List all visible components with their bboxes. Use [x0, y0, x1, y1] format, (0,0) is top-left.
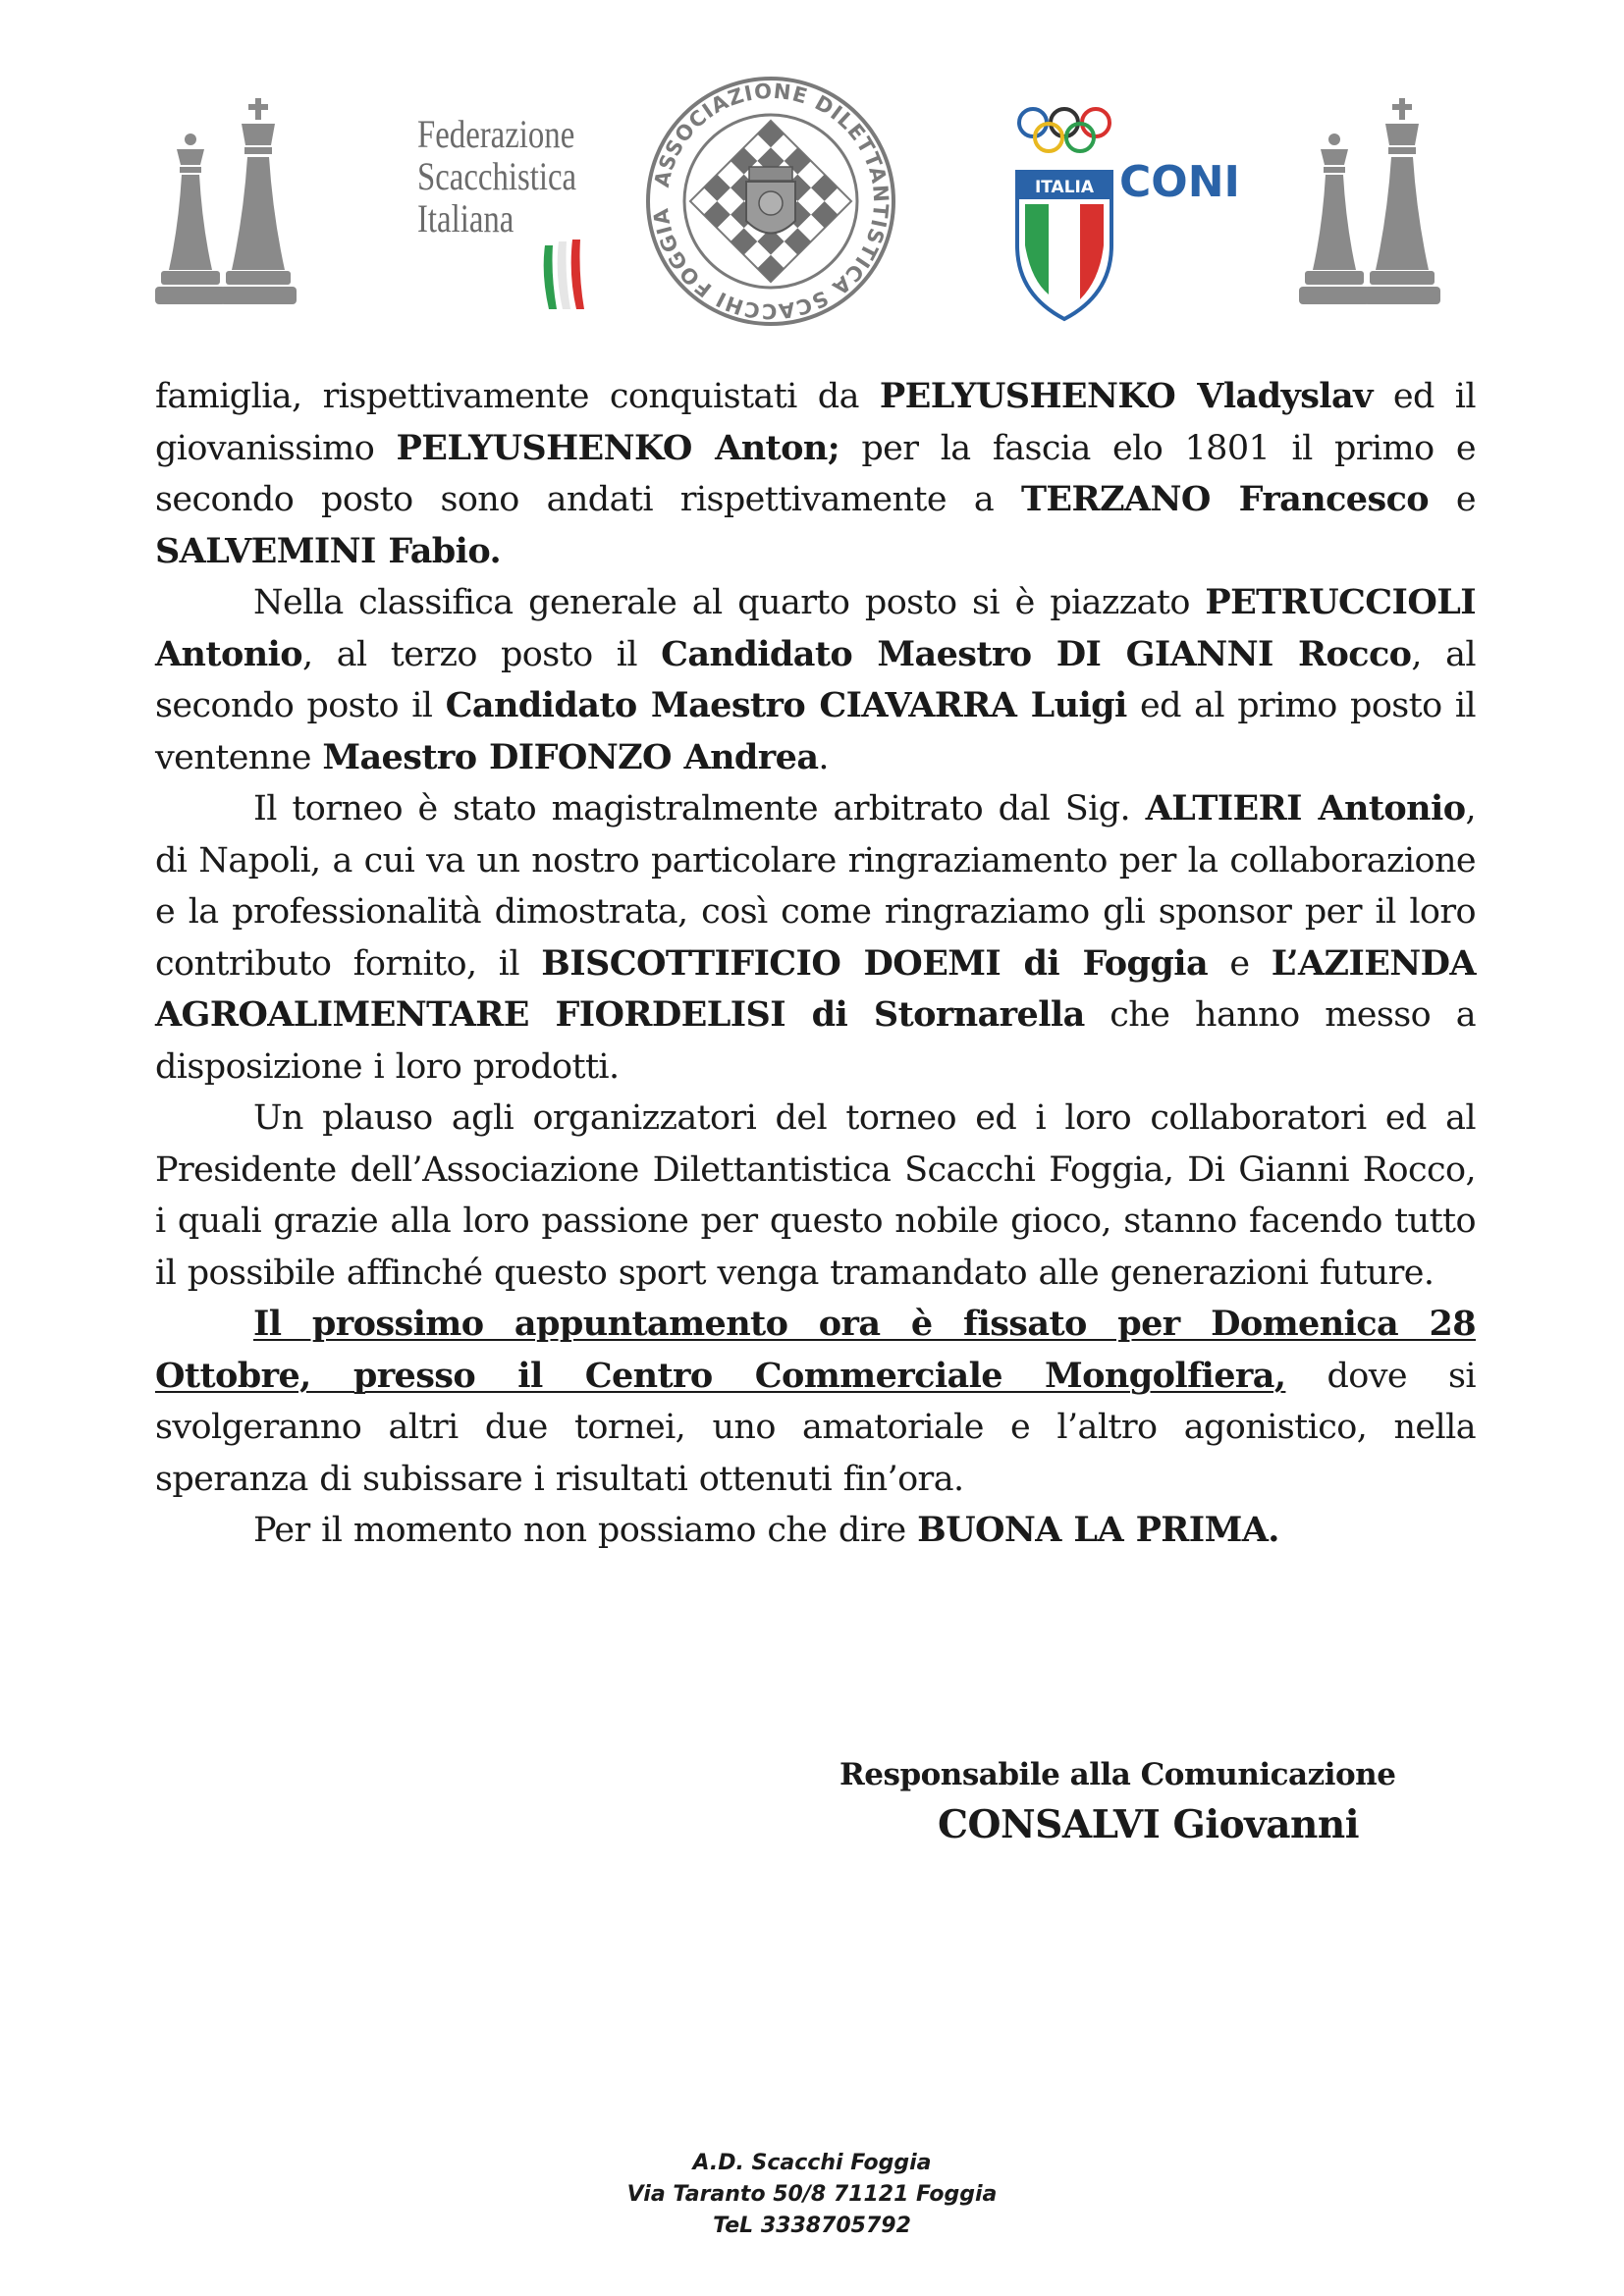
text-run: Nella classifica generale al quarto posto si è piazzato: [253, 583, 1206, 622]
text-run: dove si svolgeranno altri due tornei, uno amatoriale e l’altro agonistico, nella speranza di subissare i risultati ottenuti fin’ora.: [155, 1356, 1476, 1499]
bold-text: ALTIERI Antonio: [1145, 788, 1466, 828]
chess-pieces-left-icon: [147, 88, 304, 324]
chess-pieces-right-icon: [1291, 88, 1448, 324]
association-seal-logo: [643, 74, 898, 329]
text-run: Per il momento non possiamo che dire: [253, 1511, 918, 1550]
footer-line: TeL 3338705792: [713, 2214, 911, 2238]
fsi-logo-line: Federazione: [417, 112, 575, 156]
coni-label: CONI: [1119, 157, 1240, 207]
paragraph: [155, 1505, 1476, 1557]
text-run: , di Napoli, a cui va un nostro particolare ringraziamento per la collaborazione e la professionalità dimostrata, così come ringraziamo gli sponsor per il loro contributo fornito, il: [155, 789, 1476, 984]
signature-name: CONSALVI Giovanni: [938, 1802, 1360, 1847]
bold-text: Maestro DIFONZO Andrea: [322, 736, 819, 777]
paragraph: [155, 1093, 1476, 1299]
text-run: e: [1429, 480, 1477, 519]
text-run: ed il giovanissimo: [155, 377, 1476, 468]
text-run: , al terzo posto il: [302, 634, 662, 674]
text-run: ed al primo posto il ventenne: [155, 686, 1477, 777]
paragraph: [155, 1299, 1476, 1505]
bold-text: Candidato Maestro CIAVARRA Luigi: [445, 685, 1127, 725]
text-run: Il torneo è stato magistralmente arbitrato dal Sig.: [253, 789, 1146, 828]
text-run: famiglia, rispettivamente conquistati da: [155, 377, 880, 416]
text-run: per la fascia elo 1801 il primo e secondo posto sono andati rispettivamente a: [155, 428, 1476, 519]
bold-text: Candidato Maestro DI GIANNI Rocco: [661, 633, 1412, 674]
bold-text: SALVEMINI Fabio.: [155, 530, 502, 571]
fsi-logo-line: Scacchistica: [417, 154, 577, 198]
letter-body: [155, 371, 1476, 1557]
fsi-logo-line: Italiana: [417, 196, 514, 240]
underlined-text: Il prossimo appuntamento ora è fissato per Domenica 28 Ottobre, presso il Centro Commerciale Mongolfiera,: [155, 1304, 1476, 1396]
italia-label: ITALIA: [1034, 178, 1095, 197]
italian-flag-stripes-icon: [535, 236, 594, 314]
signature-role: Responsabile alla Comunicazione: [839, 1757, 1396, 1792]
bold-text: TERZANO Francesco: [1020, 479, 1430, 519]
bold-text: L’AZIENDA AGROALIMENTARE FIORDELISI di Stornarella: [155, 942, 1476, 1035]
paragraph: [155, 577, 1476, 783]
bold-text: BISCOTTIFICIO DOEMI di Foggia: [541, 942, 1209, 984]
bold-text: PELYUSHENKO Anton;: [396, 427, 840, 468]
bold-text: PETRUCCIOLI Antonio: [155, 582, 1476, 674]
text-run: Un plauso agli organizzatori del torneo ed i loro collaboratori ed al Presidente dell’Associazione Dilettantistica Scacchi Foggia, Di Gianni Rocco, i quali grazie alla loro passione per questo nobile gioco, stanno facendo tutto il possibile affinché questo sport venga tramandato alle generazioni future.: [155, 1098, 1476, 1293]
text-run: e: [1208, 943, 1272, 984]
fsi-logo: [417, 113, 614, 319]
text-run: .: [818, 737, 829, 777]
signature-block: [839, 1757, 1448, 1847]
paragraph: [155, 783, 1476, 1093]
text-run: che hanno messo a disposizione i loro prodotti.: [155, 995, 1476, 1087]
paragraph: [155, 371, 1476, 577]
letterhead: [0, 0, 1624, 353]
seal-text: ASSOCIAZIONE DILETTANTISTICA SCACCHI FOGGIA: [648, 79, 893, 324]
bold-text: PELYUSHENKO Vladyslav: [879, 376, 1373, 416]
bold-text: [155, 1304, 1476, 1396]
coni-logo: [1011, 98, 1247, 334]
footer-line: Via Taranto 50/8 71121 Foggia: [626, 2182, 998, 2207]
footer-address: [0, 2148, 1624, 2242]
bold-text: BUONA LA PRIMA.: [917, 1510, 1279, 1550]
footer-line: A.D. Scacchi Foggia: [692, 2151, 932, 2175]
text-run: , al secondo posto il: [155, 634, 1476, 725]
